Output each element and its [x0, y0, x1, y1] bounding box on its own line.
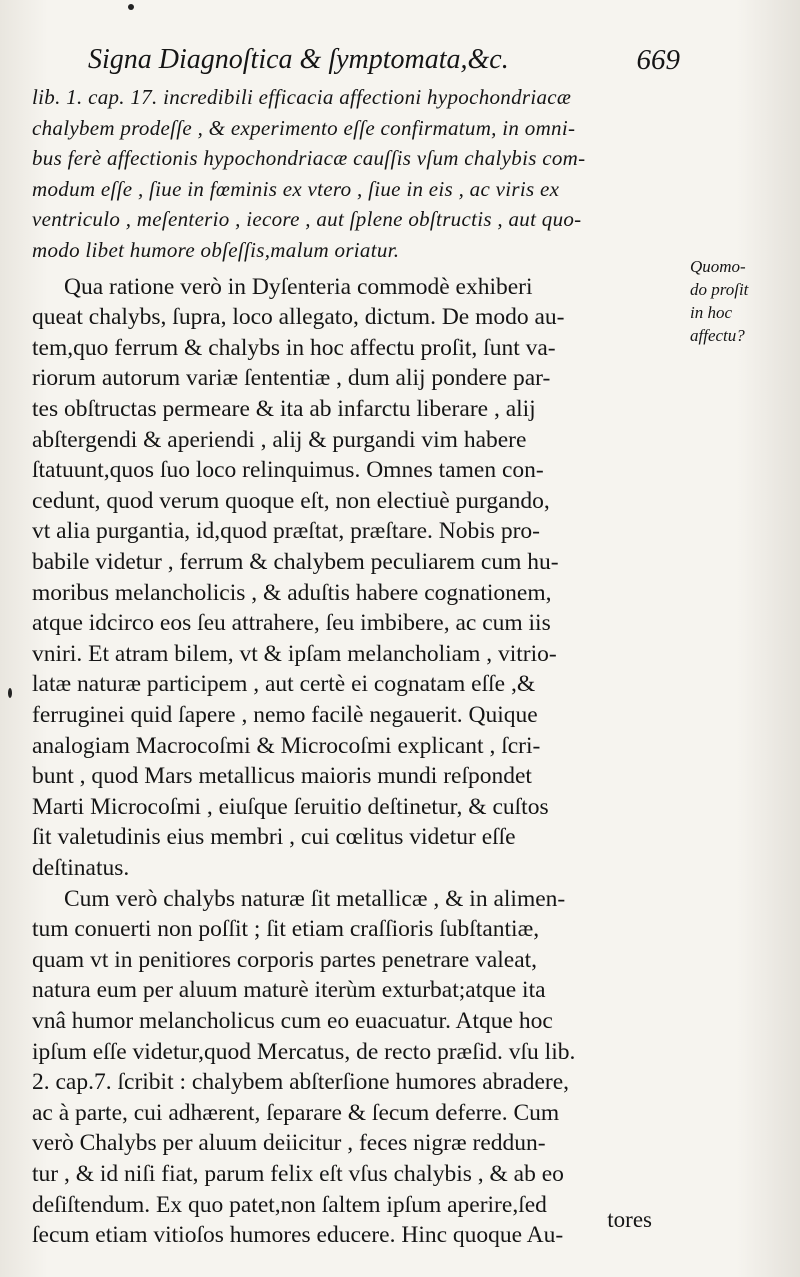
text-line: tum conuerti non poſſit ; ſit etiam craſſioris ſubſtantiæ,: [32, 916, 540, 943]
text-line: Qua ratione verò in Dyſenteria commodè exhiberi: [64, 273, 533, 300]
text-line: deſtinatus.: [32, 855, 130, 881]
catchword: tores: [607, 1207, 652, 1232]
text-line: tem,quo ferrum & chalybs in hoc affectu proſit, ſunt va-: [32, 334, 556, 361]
margin-note-line: Quomo-: [690, 257, 746, 276]
text-line: riorum autorum variæ ſententiæ , dum alij pondere par-: [32, 365, 551, 392]
text-line: ſtatuunt,quos ſuo loco relinquimus. Omnes tamen con-: [32, 457, 544, 484]
text-line: modum eſſe , ſiue in fœminis ex vtero , ſiue in eis , ac viris ex: [32, 176, 560, 201]
text-line: chalybem prodeſſe , & experimento eſſe confirmatum, in omni-: [32, 115, 576, 140]
text-line: cedunt, quod verum quoque eſt, non electiuè purgando,: [32, 487, 550, 514]
running-header: [80, 44, 680, 84]
text-line: ferruginei quid ſapere , nemo facilè negauerit. Quique: [32, 702, 538, 728]
text-line: tes obſtructas permeare & ita ab infarctu liberare , alij: [32, 396, 536, 422]
margin-note: [690, 255, 800, 347]
page-number: 669: [636, 44, 680, 76]
margin-note-line: in hoc: [690, 303, 733, 322]
text-line: Cum verò chalybs naturæ ſit metallicæ , & in alimen-: [64, 885, 566, 912]
text-line: vnâ humor melancholicus cum eo euacuatur. Atque hoc: [32, 1008, 553, 1034]
text-line: ſit valetudinis eius membri , cui cœlitus videtur eſſe: [32, 824, 516, 851]
text-line: vt alia purgantia, id,quod præſtat, præſtare. Nobis pro-: [32, 518, 540, 545]
text-line: analogiam Macrocoſmi & Microcoſmi explicant , ſcri-: [32, 732, 541, 759]
ink-speck: [128, 4, 134, 10]
text-line: abſtergendi & aperiendi , alij & purgandi vim habere: [32, 426, 527, 453]
margin-note-line: do proſit: [690, 280, 749, 299]
text-line: natura eum per aluum maturè iterùm exturbat;atque ita: [32, 977, 546, 1004]
text-line: modo libet humore obſeſſis,malum oriatur.: [32, 238, 400, 262]
text-line: babile videtur , ferrum & chalybem peculiarem cum hu-: [32, 549, 559, 575]
text-line: lib. 1. cap. 17. incredibili efficacia affectioni hypochondriacæ: [32, 85, 572, 109]
text-line: ſecum etiam vitioſos humores educere. Hinc quoque Au-: [32, 1222, 564, 1249]
text-line: deſiſtendum. Ex quo patet,non ſaltem ipſum aperire,ſed: [32, 1191, 547, 1218]
text-line: moribus melancholicis , & aduſtis habere cognationem,: [32, 579, 552, 606]
text-line: ventriculo , meſenterio , iecore , aut ſplene obſtructis , aut quo-: [32, 207, 582, 232]
text-line: vniri. Et atram bilem, vt & ipſam melancholiam , vitrio-: [32, 640, 557, 667]
running-title: Signa Diagnoſtica & ſymptomata,&c.: [88, 44, 509, 75]
text-line: atque idcirco eos ſeu attrahere, ſeu imbibere, ac cum iis: [32, 610, 551, 637]
margin-note-line: affectu?: [690, 326, 745, 345]
text-line: ipſum eſſe videtur,quod Mercatus, de recto præſid. vſu lib.: [32, 1038, 576, 1065]
text-line: queat chalybs, ſupra, loco allegato, dictum. De modo au-: [32, 304, 565, 331]
text-line: bus ferè affectionis hypochondriacæ cauſſis vſum chalybis com-: [32, 146, 586, 171]
text-line: verò Chalybs per aluum deiicitur , feces nigræ reddun-: [32, 1130, 546, 1157]
text-line: 2. cap.7. ſcribit : chalybem abſterſione humores abradere,: [32, 1069, 570, 1096]
ink-speck: [8, 688, 12, 698]
text-line: Marti Microcoſmi , eiuſque ſeruitio deſtinetur, & cuſtos: [32, 793, 549, 820]
text-line: quam vt in penitiores corporis partes penetrare valeat,: [32, 946, 538, 973]
text-line: bunt , quod Mars metallicus maioris mundi reſpondet: [32, 763, 532, 790]
text-line: ac à parte, cui adhærent, ſeparare & ſecum deferre. Cum: [32, 1099, 560, 1126]
text-line: latæ naturæ participem , aut certè ei cognatam eſſe ,&: [32, 671, 536, 698]
text-line: tur , & id niſi fiat, parum felix eſt vſus chalybis , & ab eo: [32, 1161, 564, 1187]
